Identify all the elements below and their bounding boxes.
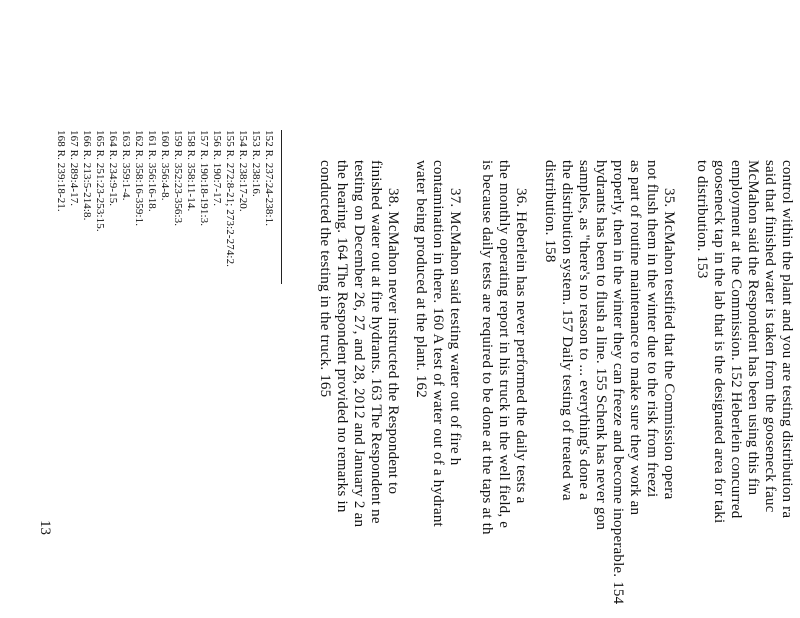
footnote: 160 R. 356:4-8. xyxy=(159,130,171,201)
paragraph-37-line: 37. McMahon said testing water out of fire h xyxy=(447,188,463,466)
footnote: 159 R. 352:23-356:3. xyxy=(172,130,184,227)
body-line: is because daily tests are required to be done at the taps at th xyxy=(479,160,495,535)
footnote: 156 R. 190:7-17. xyxy=(211,130,223,207)
body-line: distribution. 158 xyxy=(542,160,558,263)
paragraph-36-line: 36. Heberlein has never performed the daily tests a xyxy=(513,188,529,504)
footnote: 152 R. 237:24-238:1. xyxy=(263,130,275,227)
body-line: to distribution. 153 xyxy=(694,160,710,279)
body-line: conducted the testing in the truck. 165 xyxy=(317,160,333,398)
footnote: 168 R. 239:18-21. xyxy=(55,130,67,212)
footnote: 155 R. 272:8-21; 273:2-274:2. xyxy=(224,130,236,268)
body-line: properly, then in the winter they can freeze and become inoperable. 154 xyxy=(610,160,626,605)
body-line: contamination in there. 160 A test of water out of a hydrant xyxy=(430,160,446,527)
body-line: employment at the Commission. 152 Heberlein concurred xyxy=(728,160,744,519)
body-line: testing on December 26, 27, and 28, 2012 and January 2 an xyxy=(351,160,367,528)
body-line: the distribution system. 157 Daily testing of treated wa xyxy=(559,160,575,501)
footnote: 158 R. 358:11-14. xyxy=(185,130,197,212)
body-line: as part of routine maintenance to make sure they work an xyxy=(627,160,643,516)
body-line: said that finished water is taken from the gooseneck fauc xyxy=(762,160,778,513)
body-line: water being produced at the plant. 162 xyxy=(413,160,429,398)
footnote: 153 R. 238:16. xyxy=(250,130,262,197)
footnote: 161 R. 356:16-18. xyxy=(146,130,158,212)
footnote: 164 R. 234:9-15. xyxy=(107,130,119,207)
paragraph-38-line: 38. McMahon never instructed the Respondent to xyxy=(385,188,401,495)
footnote: 157 R. 190:18-191:3. xyxy=(198,130,210,227)
body-line: samples, as "there's no reason to ... everything's done a xyxy=(576,160,592,500)
footnote: 166 R. 213:5-214:8. xyxy=(81,130,93,221)
body-line: gooseneck tap in the lab that is the designated area for taki xyxy=(711,160,727,524)
body-line: finished water out at fire hydrants. 163 The Respondent ne xyxy=(368,160,384,524)
body-line: control within the plant and you are testing distribution ra xyxy=(779,160,795,519)
body-line: not flush them in the winter due to the risk from freezi xyxy=(644,160,660,498)
footnote: 167 R. 289:4-17. xyxy=(68,130,80,207)
footnote: 165 R. 251:23-253:15. xyxy=(94,130,106,232)
footnote: 154 R. 238:17-20. xyxy=(237,130,249,212)
footnote: 162 R. 358:16-359:1. xyxy=(133,130,145,227)
body-line: the monthly operating report in his truck in the well field, e xyxy=(496,160,512,529)
footnote: 163 R. 359:1-4. xyxy=(120,130,132,201)
paragraph-35-line: 35. McMahon testified that the Commission opera xyxy=(661,188,677,500)
footnote-divider xyxy=(281,130,282,284)
page-number: 13 xyxy=(37,520,53,535)
body-line: McMahon said the Respondent has been using this fin xyxy=(745,160,761,496)
body-line: hydrants has been to flush a line. 155 Schenk has never gon xyxy=(593,160,609,531)
body-line: the hearing. 164 The Respondent provided no remarks in xyxy=(334,160,350,513)
